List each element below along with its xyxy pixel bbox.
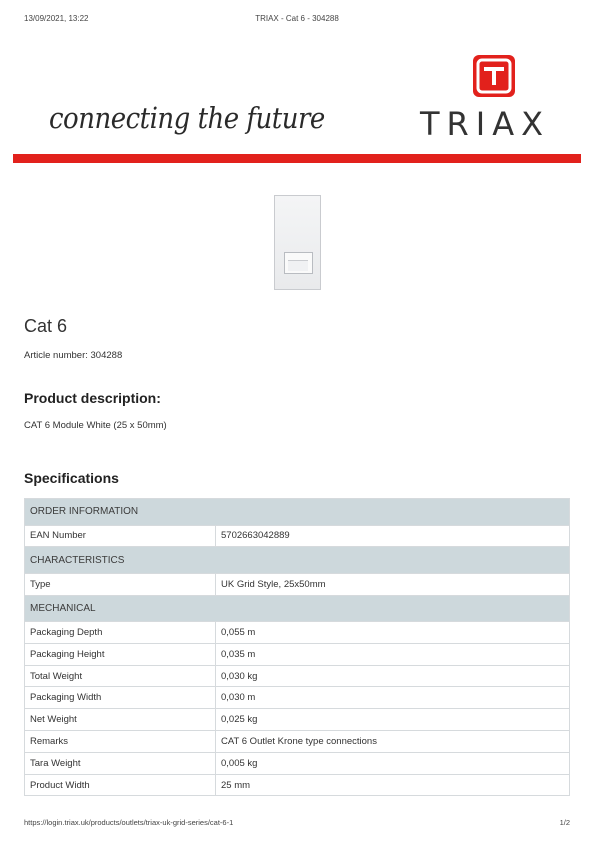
product-image	[274, 195, 321, 290]
spec-value: 0,005 kg	[216, 752, 570, 774]
table-row	[25, 643, 570, 665]
spec-value: UK Grid Style, 25x50mm	[216, 573, 570, 595]
spec-value: 0,025 kg	[216, 709, 570, 731]
table-row	[25, 709, 570, 731]
triax-t-icon	[473, 55, 515, 97]
section-title: ORDER INFORMATION	[25, 499, 570, 526]
description-heading: Product description:	[24, 390, 161, 406]
spec-value: 25 mm	[216, 774, 570, 796]
spec-value: CAT 6 Outlet Krone type connections	[216, 731, 570, 753]
article-number: Article number: 304288	[24, 350, 123, 361]
spec-key: Net Weight	[25, 709, 216, 731]
table-row	[25, 665, 570, 687]
specifications-heading: Specifications	[24, 470, 119, 486]
header-divider	[13, 154, 581, 163]
section-mechanical	[25, 595, 570, 622]
table-row	[25, 731, 570, 753]
triax-logo	[420, 55, 568, 143]
page-number: 1/2	[559, 818, 570, 827]
brand-tagline: connecting the future	[49, 102, 325, 136]
spec-value: 0,030 kg	[216, 665, 570, 687]
spec-value: 0,055 m	[216, 622, 570, 644]
section-characteristics	[25, 547, 570, 574]
spec-key: Type	[25, 573, 216, 595]
spec-value: 5702663042889	[216, 525, 570, 547]
product-title: Cat 6	[24, 316, 68, 336]
print-doc-title: TRIAX - Cat 6 - 304288	[255, 14, 339, 23]
section-title: MECHANICAL	[25, 595, 570, 622]
spec-value: 0,035 m	[216, 643, 570, 665]
spec-key: Packaging Width	[25, 687, 216, 709]
spec-key: Tara Weight	[25, 752, 216, 774]
section-title: CHARACTERISTICS	[25, 547, 570, 574]
table-row	[25, 687, 570, 709]
port-opening	[284, 252, 313, 274]
spec-key: EAN Number	[25, 525, 216, 547]
specifications-table	[24, 498, 570, 796]
spec-value: 0,030 m	[216, 687, 570, 709]
print-datetime: 13/09/2021, 13:22	[24, 14, 89, 23]
spec-key: Remarks	[25, 731, 216, 753]
table-row	[25, 525, 570, 547]
section-order-information	[25, 499, 570, 526]
print-footer	[24, 818, 570, 827]
logo-wordmark: TRIAX	[420, 105, 551, 143]
description-text: CAT 6 Module White (25 x 50mm)	[24, 420, 167, 431]
table-row	[25, 752, 570, 774]
spec-key: Packaging Depth	[25, 622, 216, 644]
spec-key: Total Weight	[25, 665, 216, 687]
spec-key: Packaging Height	[25, 643, 216, 665]
table-row	[25, 774, 570, 796]
spec-key: Product Width	[25, 774, 216, 796]
table-row	[25, 622, 570, 644]
page-url: https://login.triax.uk/products/outlets/triax-uk-grid-series/cat-6-1	[24, 818, 234, 827]
print-header	[24, 14, 570, 26]
table-row	[25, 573, 570, 595]
